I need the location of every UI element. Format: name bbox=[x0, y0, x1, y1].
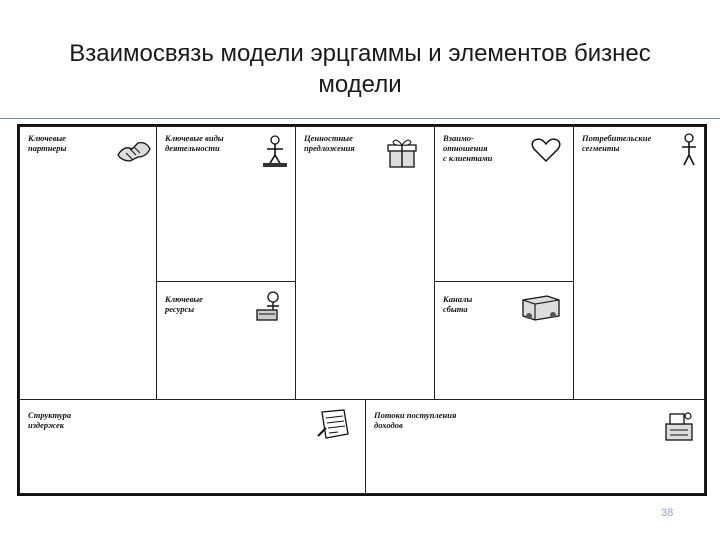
block-key-activities-label: Ключевые виды деятельности bbox=[165, 133, 224, 153]
block-value-propositions-label: Ценностные предложения bbox=[304, 133, 355, 153]
person-icon bbox=[678, 133, 700, 167]
heart-icon bbox=[531, 137, 561, 163]
block-customer-relationships-label: Взаимо- отношения с клиентами bbox=[443, 133, 493, 163]
receipt-icon bbox=[316, 408, 352, 440]
block-customer-segments bbox=[573, 126, 705, 400]
block-customer-relationships bbox=[434, 126, 574, 282]
block-customer-segments-label: Потребительские сегменты bbox=[582, 133, 652, 153]
truck-icon bbox=[521, 294, 561, 322]
title-divider bbox=[0, 118, 720, 119]
handshake-icon bbox=[116, 135, 152, 165]
block-key-resources-label: Ключевые ресурсы bbox=[165, 294, 203, 314]
block-value-propositions bbox=[295, 126, 435, 400]
resources-icon bbox=[253, 290, 285, 322]
business-model-canvas bbox=[17, 124, 707, 496]
block-key-activities bbox=[156, 126, 296, 282]
block-cost-structure bbox=[19, 399, 366, 494]
page-number: 38 bbox=[661, 507, 674, 519]
slide-title: Взаимосвязь модели эрцгаммы и элементов бизнес модели bbox=[69, 40, 651, 98]
block-key-resources bbox=[156, 281, 296, 400]
worker-icon bbox=[261, 135, 289, 169]
block-key-partners-label: Ключевые партнеры bbox=[28, 133, 67, 153]
block-channels-label: Каналы сбыта bbox=[443, 294, 473, 314]
block-channels bbox=[434, 281, 574, 400]
block-revenue-streams-label: Потоки поступления доходов bbox=[374, 410, 457, 430]
block-cost-structure-label: Структура издержек bbox=[28, 410, 72, 430]
gift-icon bbox=[386, 137, 418, 169]
block-revenue-streams bbox=[365, 399, 705, 494]
block-key-partners bbox=[19, 126, 157, 400]
cash-register-icon bbox=[662, 410, 696, 444]
